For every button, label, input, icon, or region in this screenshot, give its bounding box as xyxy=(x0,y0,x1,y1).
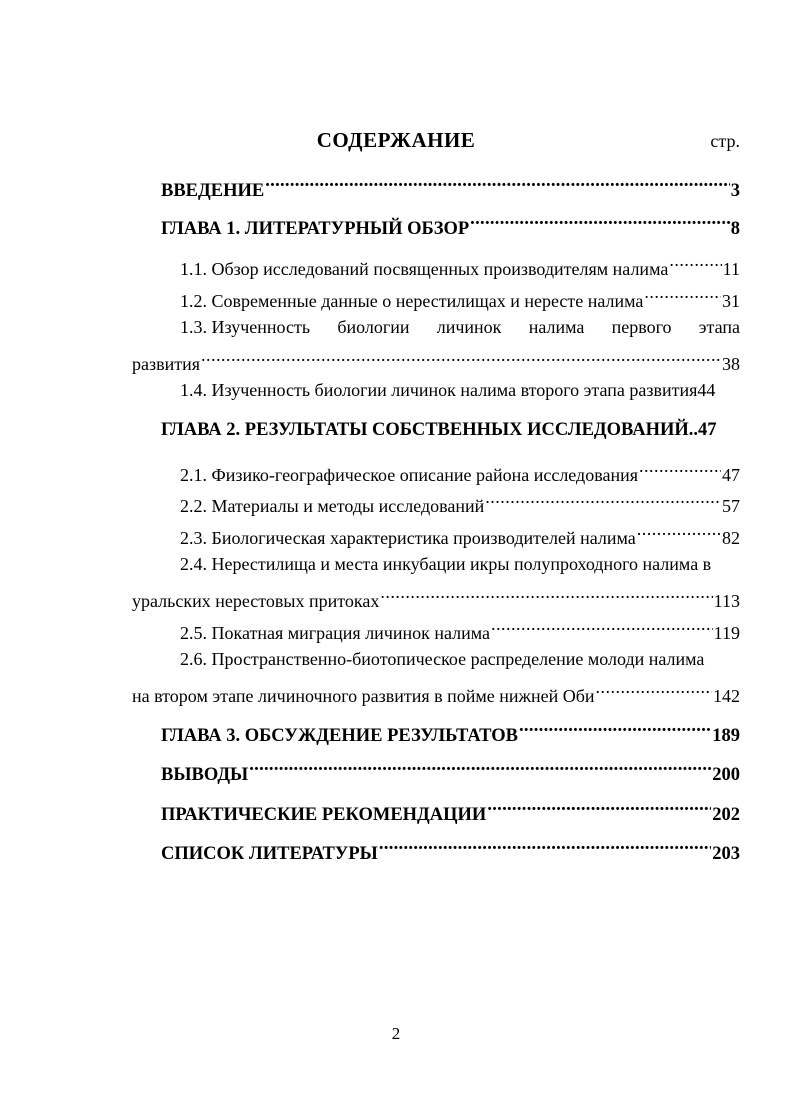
toc-entry-chapter-3[interactable] xyxy=(161,719,740,747)
toc-entry-page: 3 xyxy=(730,181,740,201)
toc-entry-2-2[interactable] xyxy=(180,490,740,517)
toc-entry-label: 1.4. Изученность биологии личинок налима второго этапа развития xyxy=(180,380,698,400)
toc-entry-conclusions[interactable] xyxy=(161,758,740,786)
toc-entry-label: ПРАКТИЧЕСКИЕ РЕКОМЕНДАЦИИ xyxy=(161,805,487,825)
leader-dots xyxy=(637,522,721,544)
toc-entry-2-6-line2[interactable] xyxy=(132,680,740,707)
toc-entry-page: 47 xyxy=(698,420,717,440)
toc-entry-label: ГЛАВА 3. ОБСУЖДЕНИЕ РЕЗУЛЬТАТОВ xyxy=(161,726,518,746)
toc-entry-page: 57 xyxy=(722,496,740,516)
toc-entry-page: 142 xyxy=(713,686,740,706)
leader-dots xyxy=(519,719,711,741)
toc-entry-2-3[interactable] xyxy=(180,522,740,549)
leader-dots xyxy=(379,837,711,859)
toc-entry-2-4-line1[interactable] xyxy=(180,553,740,575)
leader-dots xyxy=(485,490,721,512)
toc-entry-page: 82 xyxy=(722,528,740,548)
leader-dots xyxy=(470,212,730,234)
toc-entry-chapter-2[interactable] xyxy=(161,419,740,441)
toc-entry-1-4[interactable] xyxy=(180,379,740,401)
leader-dots xyxy=(596,680,712,702)
toc-entry-label: 2.1. Физико-географическое описание района исследования xyxy=(180,465,639,485)
toc-entry-label: ГЛАВА 1. ЛИТЕРАТУРНЫЙ ОБЗОР xyxy=(161,219,470,239)
toc-entry-page: 113 xyxy=(713,591,740,611)
toc-entry-label: ВЫВОДЫ xyxy=(161,765,249,785)
toc-entry-introduction[interactable] xyxy=(161,174,740,202)
toc-entry-recommendations[interactable] xyxy=(161,798,740,826)
leader-dots xyxy=(669,253,721,275)
toc-entry-page: 47 xyxy=(722,465,740,485)
toc-entry-page: 31 xyxy=(722,291,740,311)
leader-dots xyxy=(201,348,721,370)
toc-entry-page: 189 xyxy=(712,726,740,746)
toc-entry-label: 1.1. Обзор исследований посвященных производителям налима xyxy=(180,259,669,279)
toc-entry-label: 1.2. Современные данные о нерестилищах и нересте налима xyxy=(180,291,644,311)
toc-entry-page: 119 xyxy=(713,623,740,643)
toc-word: этапа xyxy=(698,317,740,337)
toc-entry-2-6-line1[interactable] xyxy=(180,648,740,670)
toc-entry-chapter-1[interactable] xyxy=(161,212,740,240)
toc-entry-label: 2.6. Пространственно-биотопическое распределение молоди налима xyxy=(180,649,705,669)
leader-dots xyxy=(380,585,712,607)
toc-word: личинок xyxy=(436,317,502,337)
toc-entry-2-5[interactable] xyxy=(180,617,740,644)
toc-entry-page: 202 xyxy=(712,805,740,825)
toc-entry-label: ВВЕДЕНИЕ xyxy=(161,181,265,201)
toc-word: 1.3. Изученность xyxy=(180,317,311,337)
toc-entry-page: 11 xyxy=(722,259,740,279)
toc-entry-1-2[interactable] xyxy=(180,285,740,312)
toc-entry-label: 2.3. Биологическая характеристика производителей налима xyxy=(180,528,636,548)
leader-dots xyxy=(644,285,721,307)
toc-entry-page: 200 xyxy=(712,765,740,785)
toc-entry-1-3-line1[interactable] xyxy=(180,316,740,338)
toc-entry-page: 38 xyxy=(722,354,740,374)
toc-entry-2-1[interactable] xyxy=(180,459,740,486)
toc-entry-label: 2.4. Нерестилища и места инкубации икры полупроходного налима в xyxy=(180,554,712,574)
toc-entry-1-1[interactable] xyxy=(180,253,740,280)
page-column-label: стр. xyxy=(710,131,740,151)
page-number: 2 xyxy=(391,1024,401,1043)
leader-dots xyxy=(487,798,711,820)
toc-entry-label: ГЛАВА 2. РЕЗУЛЬТАТЫ СОБСТВЕННЫХ ИССЛЕДОВАНИЙ.. xyxy=(161,420,699,440)
leader-dots xyxy=(639,459,721,481)
toc-entry-2-4-line2[interactable] xyxy=(132,585,740,612)
leader-dots xyxy=(491,617,713,639)
leader-dots xyxy=(265,174,730,196)
toc-title: СОДЕРЖАНИЕ xyxy=(316,128,476,152)
toc-word: налима xyxy=(528,317,585,337)
toc-word: первого xyxy=(611,317,672,337)
toc-entry-label: 2.2. Материалы и методы исследований xyxy=(180,496,485,516)
toc-entry-references[interactable] xyxy=(161,837,740,865)
toc-word: биологии xyxy=(337,317,410,337)
toc-entry-page: 8 xyxy=(730,219,740,239)
toc-entry-label: СПИСОК ЛИТЕРАТУРЫ xyxy=(161,844,378,864)
toc-entry-label: развития xyxy=(132,354,201,374)
toc-entry-label: уральских нерестовых притоках xyxy=(132,591,380,611)
toc-entry-label: 2.5. Покатная миграция личинок налима xyxy=(180,623,491,643)
toc-entry-1-3-line2[interactable] xyxy=(132,348,740,375)
toc-entry-label: на втором этапе личиночного развития в пойме нижней Оби xyxy=(132,686,595,706)
toc-entry-page: 44 xyxy=(697,380,716,400)
toc-entry-page: 203 xyxy=(712,844,740,864)
leader-dots xyxy=(249,758,711,780)
